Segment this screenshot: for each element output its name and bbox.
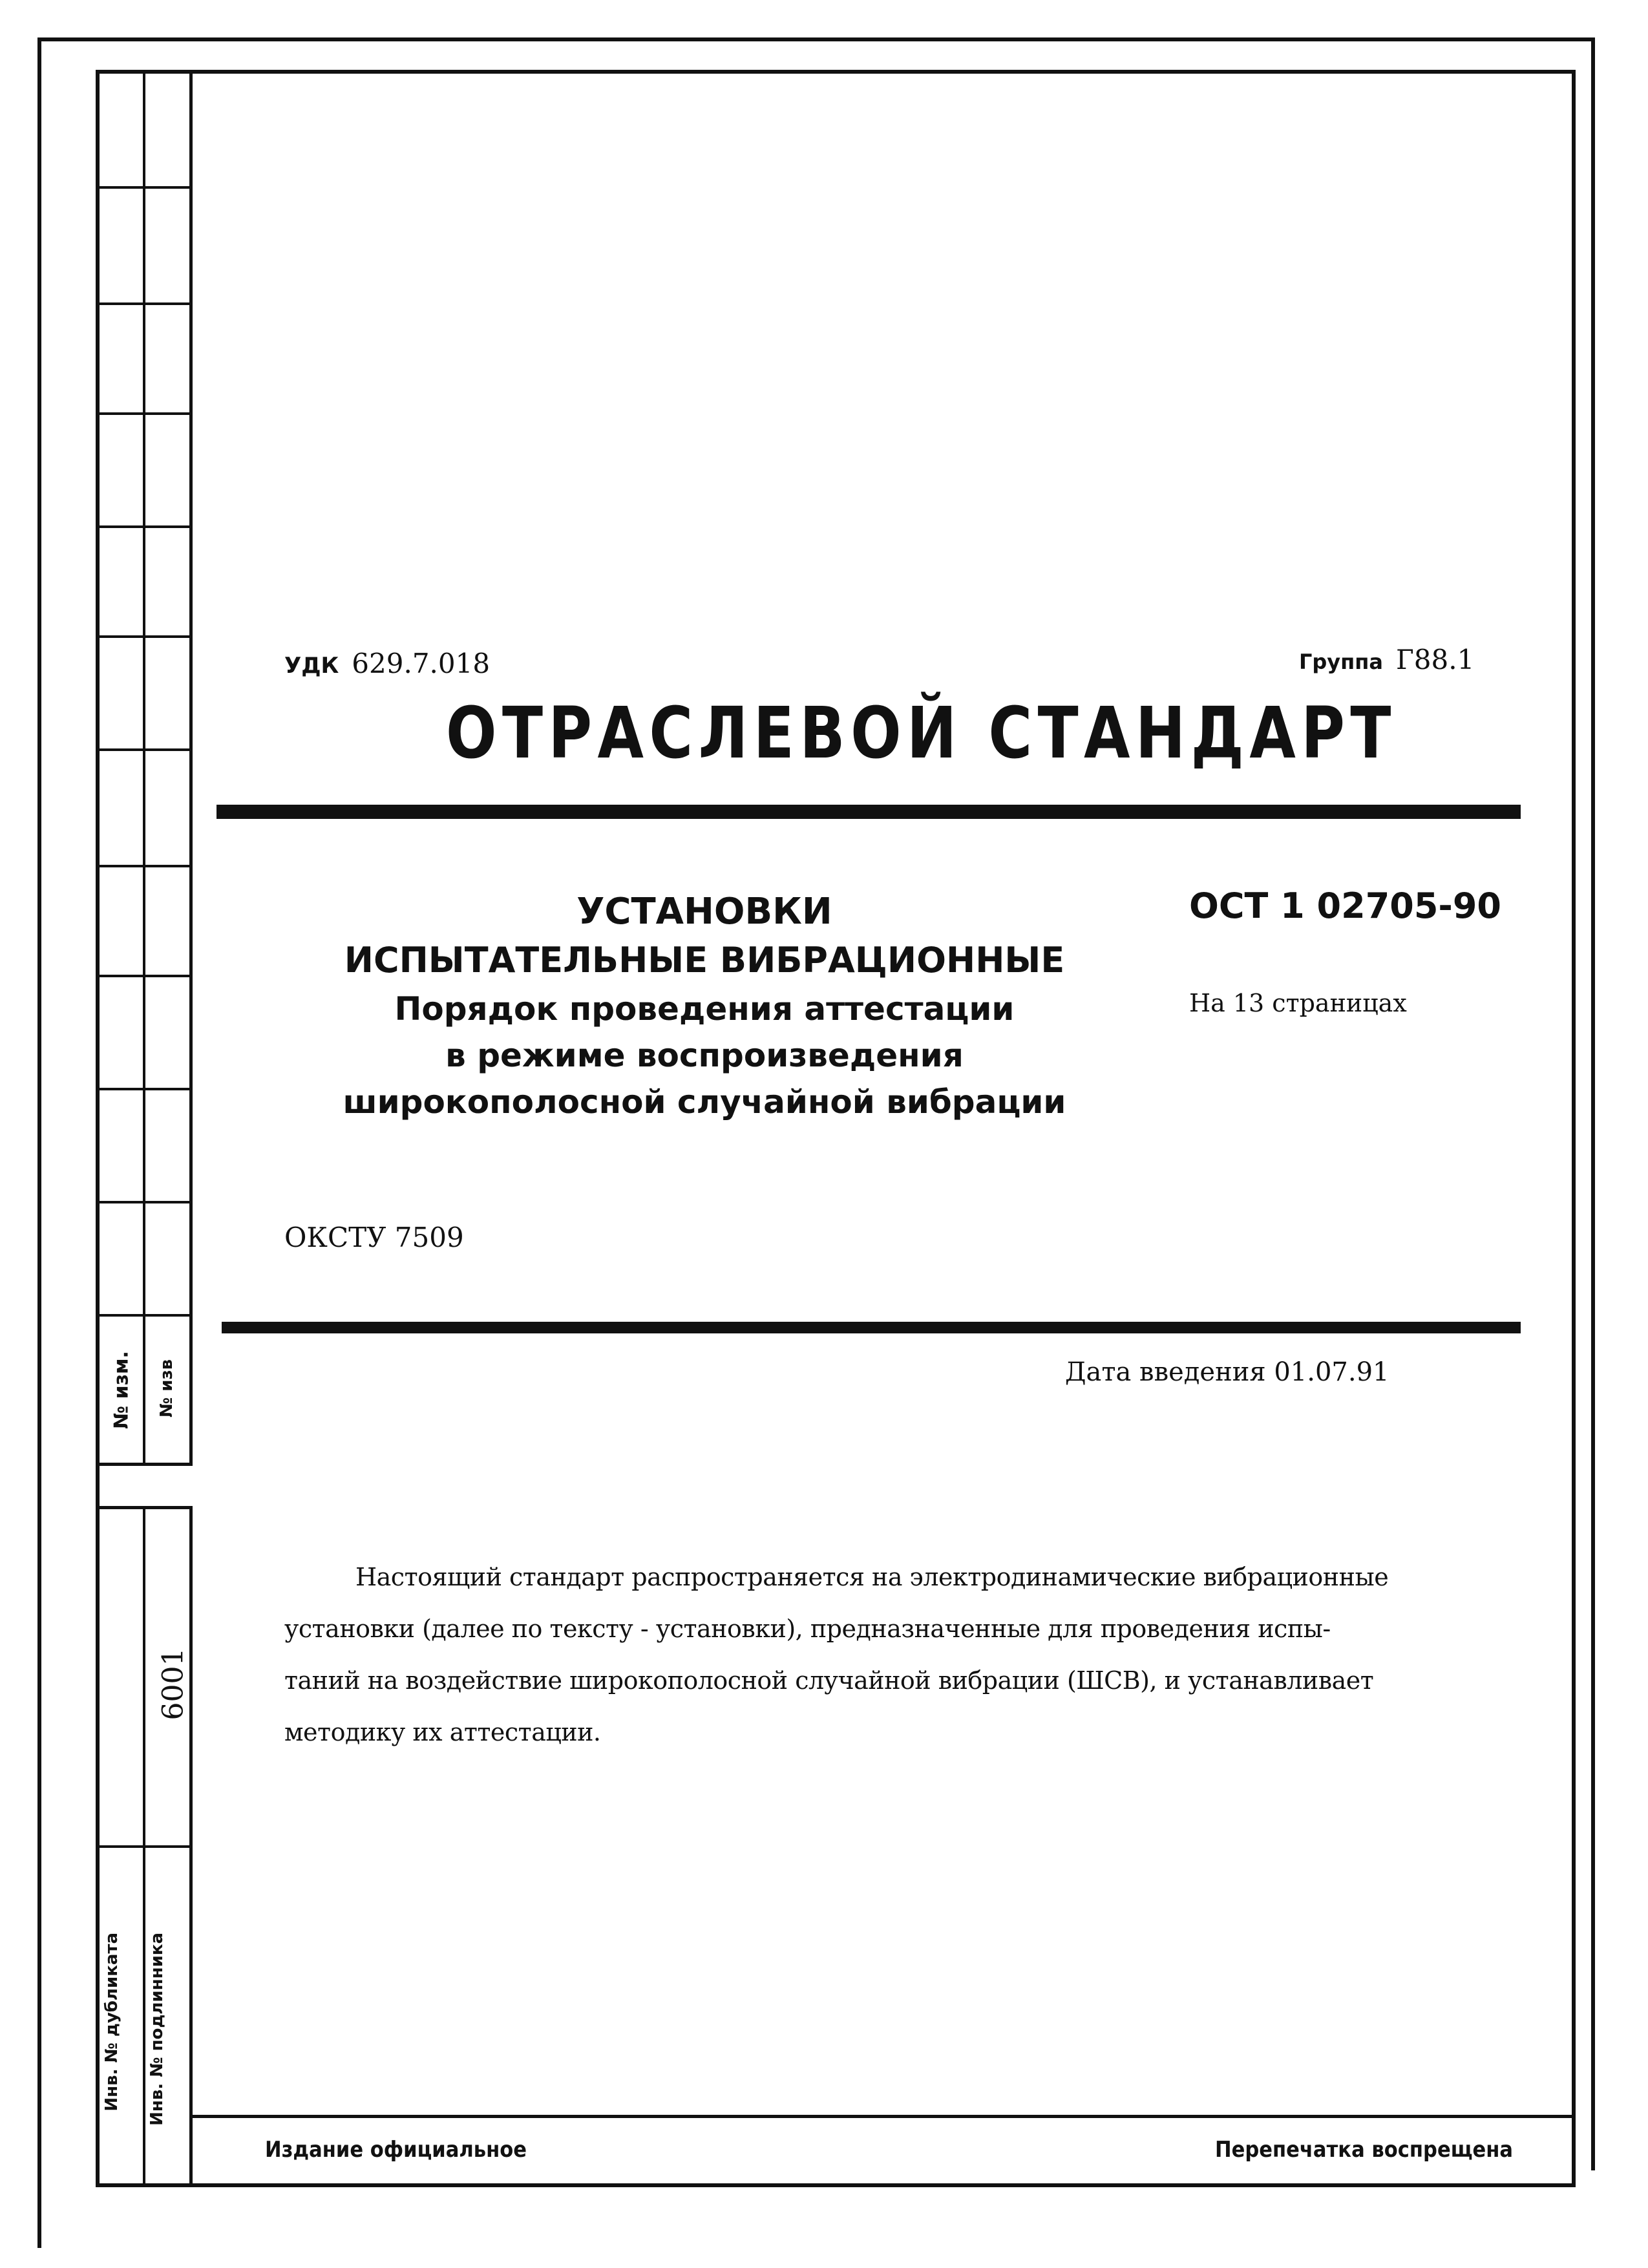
footer-reprint-prohibited: Перепечатка воспрещена — [1215, 2137, 1514, 2163]
okstu-code: ОКСТУ 7509 — [284, 1222, 464, 1253]
strip-label-dublikat: Инв. № дубликата — [102, 1933, 121, 2112]
subject-line-3: Порядок проведения аттестации — [394, 990, 1015, 1028]
date-of-introduction: Дата введения 01.07.91 — [1065, 1357, 1389, 1387]
page-title: ОТРАСЛЕВОЙ СТАНДАРТ — [446, 692, 1397, 774]
page-count: На 13 страницах — [1189, 989, 1407, 1017]
strip-cell-line — [99, 1201, 189, 1203]
strip-cell-line — [99, 635, 189, 638]
strip-cell-line — [99, 975, 189, 977]
inventory-number: 6001 — [156, 1648, 190, 1721]
subject-line-5: широкополосной случайной вибрации — [343, 1083, 1066, 1121]
strip-cell-line — [99, 1845, 189, 1848]
group-code — [1299, 644, 1474, 675]
standard-designation: ОСТ 1 02705-90 — [1189, 885, 1501, 926]
document-subject — [284, 889, 1125, 1125]
strip-cell-line — [99, 748, 189, 751]
outer-border-top — [37, 37, 1595, 41]
body-paragraph — [284, 1551, 1448, 1758]
strip-cell-line — [99, 525, 189, 528]
heavy-rule-bottom — [222, 1322, 1521, 1333]
side-strip-lower — [96, 1506, 193, 2187]
body-line-4: методику их аттестации. — [284, 1718, 601, 1746]
footer-official-edition: Издание официальное — [265, 2137, 527, 2163]
heavy-rule-top — [217, 805, 1521, 819]
udk-value: 629.7.018 — [352, 648, 491, 679]
group-label: Группа — [1299, 650, 1383, 674]
udk-code — [284, 648, 490, 679]
page-frame — [96, 70, 1576, 2187]
footer-rule — [193, 2115, 1576, 2118]
group-value: Г88.1 — [1395, 644, 1475, 675]
body-line-3: таний на воздействие широкополосной случайной вибрации (ШСВ), и устанавливает — [284, 1666, 1374, 1695]
strip-label-izv: № изв — [157, 1359, 176, 1418]
strip-cell-line — [99, 186, 189, 189]
strip-cell-line — [99, 302, 189, 305]
subject-line-2: ИСПЫТАТЕЛЬНЫЕ ВИБРАЦИОННЫЕ — [344, 940, 1065, 980]
strip-cell-line — [99, 865, 189, 867]
strip-cell-line — [99, 1314, 189, 1317]
strip-cell-line — [99, 412, 189, 415]
subject-line-4: в режиме воспроизведения — [445, 1037, 964, 1074]
subject-line-1: УСТАНОВКИ — [576, 891, 832, 933]
outer-border-right — [1591, 37, 1595, 2170]
outer-border-left — [37, 37, 41, 2248]
body-line-2: установки (далее по тексту - установки), предназначенные для проведения испы- — [284, 1615, 1331, 1643]
strip-divider — [143, 73, 145, 1463]
side-strip-upper — [96, 70, 193, 1466]
udk-label: УДК — [284, 653, 339, 679]
body-line-1: Настоящий стандарт распространяется на электродинамические вибрационные — [355, 1563, 1389, 1591]
strip-label-izm: № изм. — [110, 1351, 133, 1429]
strip-cell-line — [99, 1088, 189, 1090]
strip-label-podlinnik: Инв. № подлинника — [147, 1933, 167, 2126]
